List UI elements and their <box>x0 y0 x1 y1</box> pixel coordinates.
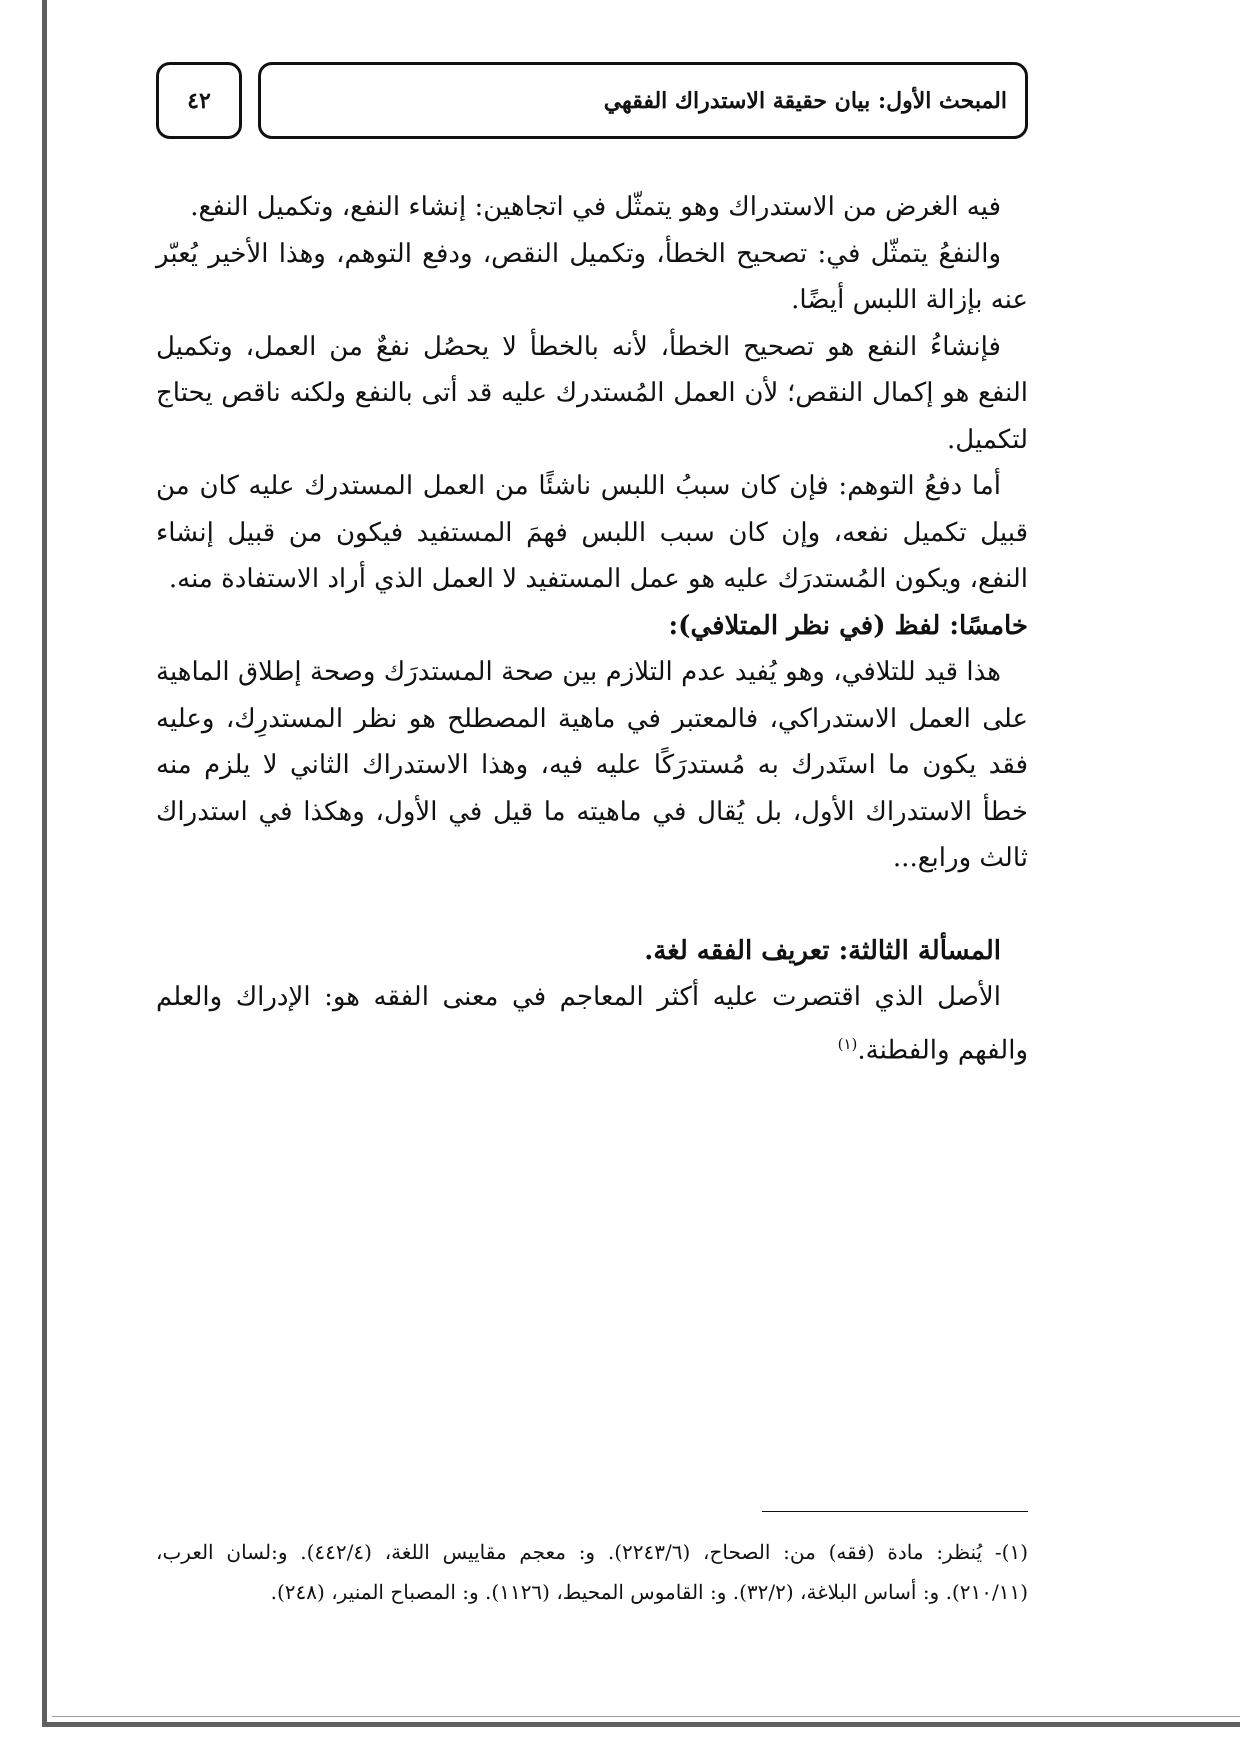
spacer <box>156 882 1028 928</box>
section-heading-fifth: خامسًا: لفظ (في نظر المتلافي): <box>668 610 1028 641</box>
page-frame-bottom-inner-line <box>52 1716 1240 1717</box>
paragraph-with-footnote <box>156 974 1028 1074</box>
footnote: (١)- يُنظر: مادة (فقه) من: الصحاح، (٢٢٤٣/٦). و: معجم مقاييس اللغة، (٤٤٢/٤). و:لسان العرب، (٢١٠/١١). و: أساس البلاغة، (٣٢/٢). و: القاموس المحيط، (١١٢٦). و: المصباح المنير، (٢٤٨). <box>156 1540 1028 1604</box>
paragraph: أما دفعُ التوهم: فإن كان سببُ اللبس ناشئًا من العمل المستدرك عليه كان من قبيل تكميل نفعه، وإن كان سبب اللبس فهمَ المستفيد فيكون من قبيل إنشاء النفع، ويكون المُستدرَك عليه هو عمل المستفيد لا العمل الذي أراد الاستفادة منه. <box>156 471 1028 594</box>
section-heading-third-issue: المسألة الثالثة: تعريف الفقه لغة. <box>644 935 1001 966</box>
paragraph: هذا قيد للتلافي، وهو يُفيد عدم التلازم بين صحة المستدرَك وصحة إطلاق الماهية على العمل الاستدراكي، فالمعتبر في ماهية المصطلح هو نظر المستدرِك، وعليه فقد يكون ما استَدرك به مُستدرَكًا عليه فيه، وهذا الاستدراك الثاني لا يلزم منه خطأ الاستدراك الأول، بل يُقال في ماهيته ما قيل في الأول، وهكذا في استدراك ثالث ورابع... <box>156 657 1028 873</box>
running-header-title: المبحث الأول: بيان حقيقة الاستدراك الفقهي <box>258 62 1028 139</box>
page-number: ٤٢ <box>156 62 242 139</box>
main-text <box>156 184 1028 1074</box>
page-frame-left-border <box>42 0 47 1727</box>
page-frame-bottom-border <box>42 1722 1240 1727</box>
paragraph: والنفعُ يتمثّل في: تصحيح الخطأ، وتكميل النقص، ودفع التوهم، وهذا الأخير يُعبّر عنه بإزالة اللبس أيضًا. <box>156 238 1028 315</box>
footnote-separator <box>762 1511 1028 1512</box>
paragraph-text: الأصل الذي اقتصرت عليه أكثر المعاجم في معنى الفقه هو: الإدراك والعلم والفهم والفطنة. <box>156 982 1028 1066</box>
footnote-reference[interactable]: (١) <box>837 1034 858 1053</box>
paragraph: فيه الغرض من الاستدراك وهو يتمثّل في اتجاهين: إنشاء النفع، وتكميل النفع. <box>190 192 1001 222</box>
footnotes <box>156 1532 1028 1612</box>
paragraph: فإنشاءُ النفع هو تصحيح الخطأ، لأنه بالخطأ لا يحصُل نفعٌ من العمل، وتكميل النفع هو إكمال النقص؛ لأن العمل المُستدرك عليه قد أتى بالنفع ولكنه ناقص يحتاج لتكميل. <box>156 331 1028 455</box>
